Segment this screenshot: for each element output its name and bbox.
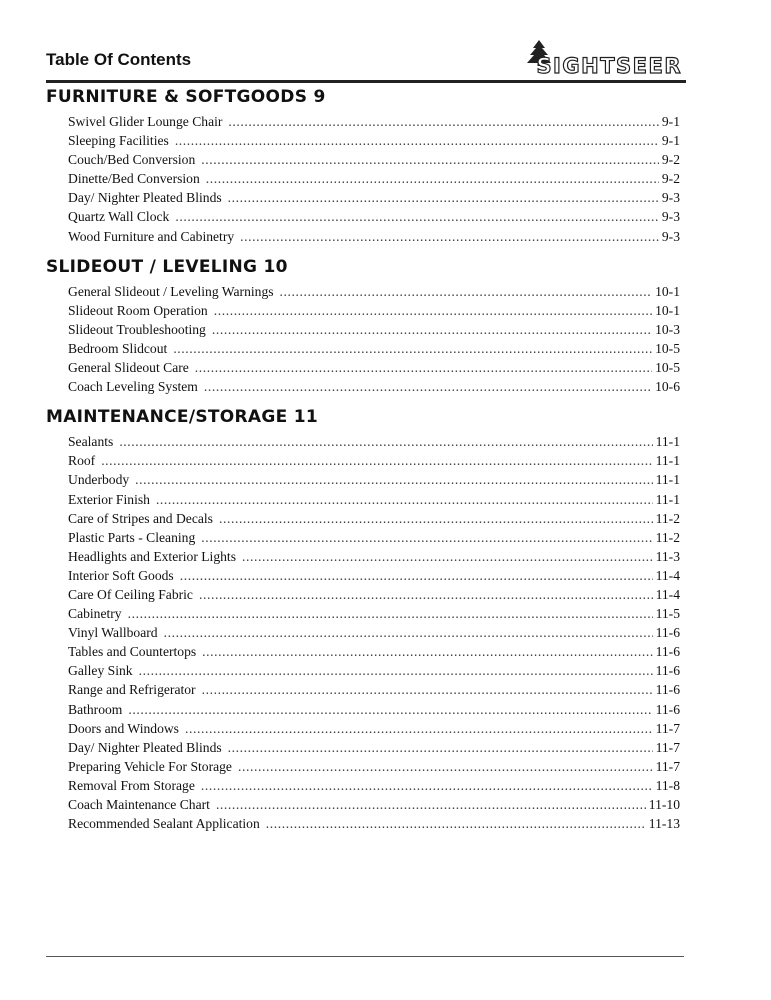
toc-entry <box>68 358 680 377</box>
toc-entry-page-number: 11-10 <box>648 797 680 812</box>
page-title: Table Of Contents <box>46 50 192 69</box>
toc-entry-title: Couch/Bed Conversion <box>68 152 196 168</box>
dot-leader <box>238 757 653 776</box>
toc-entry-title: Galley Sink <box>68 663 133 679</box>
toc-entry-title: Cabinetry <box>68 606 122 622</box>
toc-entry-title: General Slideout Care <box>68 360 189 376</box>
header-divider <box>46 80 686 83</box>
toc-entry-title: Wood Furniture and Cabinetry <box>68 228 235 244</box>
toc-entry-title: Plastic Parts - Cleaning <box>68 529 196 545</box>
toc-entry <box>68 131 680 150</box>
toc-entry-page-number: 11-3 <box>655 548 680 564</box>
toc-section <box>46 256 680 397</box>
toc-entry <box>68 432 680 451</box>
toc-entry <box>68 150 680 169</box>
brand-logo <box>512 40 682 78</box>
toc-entry-title: Care Of Ceiling Fabric <box>68 586 193 602</box>
dot-leader <box>228 112 658 131</box>
section-heading: MAINTENANCE/STORAGE 11 <box>46 407 319 428</box>
toc-entry-title: Slideout Room Operation <box>68 302 208 318</box>
toc-entry <box>68 719 680 738</box>
dot-leader <box>280 282 653 301</box>
toc-entry <box>68 604 680 623</box>
dot-leader <box>195 358 652 377</box>
toc-entry-page-number: 11-6 <box>655 682 680 698</box>
toc-entry <box>68 680 680 699</box>
toc-entry-title: Day/ Nighter Pleated Blinds <box>68 190 222 206</box>
toc-entry <box>68 757 680 776</box>
toc-entry-page-number: 11-7 <box>655 739 680 755</box>
toc-entry-page-number: 9-1 <box>661 133 680 149</box>
toc-entry-title: Care of Stripes and Decals <box>68 510 213 526</box>
toc-entry-title: Dinette/Bed Conversion <box>68 171 200 187</box>
toc-entry <box>68 320 680 339</box>
toc-entry-list <box>68 282 680 397</box>
dot-leader <box>201 150 659 169</box>
toc-entry-title: Doors and Windows <box>68 720 179 736</box>
dot-leader <box>201 776 653 795</box>
toc-entry-title: Range and Refrigerator <box>68 682 196 698</box>
toc-entry-page-number: 9-1 <box>661 114 680 129</box>
toc-entry-page-number: 11-5 <box>655 606 680 622</box>
toc-entry <box>68 227 680 246</box>
toc-entry <box>68 738 680 757</box>
toc-entry-page-number: 11-2 <box>655 510 680 526</box>
toc-entry-page-number: 11-1 <box>655 491 680 507</box>
toc-entry-title: Removal From Storage <box>68 777 195 793</box>
toc-entry-title: Vinyl Wallboard <box>68 625 158 641</box>
dot-leader <box>202 642 652 661</box>
toc-entry-title: Day/ Nighter Pleated Blinds <box>68 739 222 755</box>
toc-entry <box>68 207 680 226</box>
toc-entry-page-number: 9-3 <box>661 209 680 225</box>
toc-entry-title: Slideout Troubleshooting <box>68 321 206 337</box>
toc-entry <box>68 642 680 661</box>
toc-entry-page-number: 11-2 <box>655 529 680 545</box>
toc-entry-page-number: 10-6 <box>655 379 680 395</box>
dot-leader <box>175 131 659 150</box>
dot-leader <box>185 719 653 738</box>
dot-leader <box>204 377 652 396</box>
dot-leader <box>175 207 659 226</box>
toc-entry-page-number: 11-6 <box>655 644 680 660</box>
toc-entry-title: General Slideout / Leveling Warnings <box>68 283 274 299</box>
toc-entry-page-number: 11-4 <box>655 586 680 602</box>
toc-entry-title: Quartz Wall Clock <box>68 209 170 225</box>
dot-leader <box>173 339 652 358</box>
toc-entry-page-number: 10-5 <box>655 360 680 376</box>
toc-entry-list <box>68 112 680 246</box>
dot-leader <box>128 700 652 719</box>
dot-leader <box>156 490 653 509</box>
toc-entry-title: Sleeping Facilities <box>68 133 169 149</box>
toc-entry-title: Swivel Glider Lounge Chair <box>68 114 223 129</box>
toc-entry <box>68 623 680 642</box>
toc-entry-title: Interior Soft Goods <box>68 567 174 583</box>
toc-entry <box>68 661 680 680</box>
dot-leader <box>216 795 646 814</box>
toc-entry-title: Headlights and Exterior Lights <box>68 548 236 564</box>
dot-leader <box>228 188 659 207</box>
toc-entry-page-number: 11-8 <box>655 777 680 793</box>
toc-entry-title: Underbody <box>68 472 130 488</box>
toc-entry-page-number: 10-1 <box>655 283 680 299</box>
toc-entry-title: Preparing Vehicle For Storage <box>68 758 232 774</box>
toc-entry <box>68 528 680 547</box>
toc-entry-page-number: 11-6 <box>655 625 680 641</box>
toc-entry-title: Roof <box>68 453 96 469</box>
toc-entry-title: Sealants <box>68 434 114 450</box>
dot-leader <box>202 680 653 699</box>
toc-entry <box>68 169 680 188</box>
dot-leader <box>199 585 653 604</box>
dot-leader <box>164 623 653 642</box>
toc-entry <box>68 585 680 604</box>
toc-entry-title: Coach Leveling System <box>68 379 198 395</box>
toc-entry <box>68 188 680 207</box>
dot-leader <box>128 604 653 623</box>
toc-entry <box>68 795 680 814</box>
toc-entry <box>68 377 680 396</box>
toc-entry-page-number: 11-7 <box>655 758 680 774</box>
toc-entry-page-number: 11-1 <box>655 453 680 469</box>
page-header <box>46 40 686 82</box>
dot-leader <box>135 470 652 489</box>
dot-leader <box>228 738 653 757</box>
toc-entry-title: Tables and Countertops <box>68 644 197 660</box>
toc-entry-page-number: 11-4 <box>655 567 680 583</box>
dot-leader <box>101 451 652 470</box>
dot-leader <box>214 301 652 320</box>
toc-entry-title: Recommended Sealant Application <box>68 816 260 832</box>
toc-entry <box>68 339 680 358</box>
dot-leader <box>139 661 653 680</box>
toc-entry-page-number: 9-2 <box>661 152 680 168</box>
dot-leader <box>266 814 646 833</box>
dot-leader <box>119 432 652 451</box>
toc-entry-title: Bedroom Slidcout <box>68 340 168 356</box>
toc-entry-page-number: 10-5 <box>655 340 680 356</box>
toc-entry <box>68 776 680 795</box>
toc-entry-title: Coach Maintenance Chart <box>68 797 210 812</box>
dot-leader <box>201 528 652 547</box>
toc-entry-page-number: 9-3 <box>661 228 680 244</box>
toc-entry-page-number: 9-3 <box>661 190 680 206</box>
toc-entry <box>68 700 680 719</box>
toc-entry-title: Exterior Finish <box>68 491 150 507</box>
logo-text: SIGHTSEER <box>536 54 682 78</box>
section-heading: FURNITURE & SOFTGOODS 9 <box>46 87 326 107</box>
dot-leader <box>206 169 659 188</box>
toc-entry <box>68 470 680 489</box>
toc-entry <box>68 814 680 833</box>
toc-entry-page-number: 11-13 <box>648 816 680 832</box>
dot-leader <box>219 509 653 528</box>
toc-entry <box>68 112 680 131</box>
toc-entry-page-number: 9-2 <box>661 171 680 187</box>
toc-entry <box>68 282 680 301</box>
toc-entry-title: Bathroom <box>68 701 123 717</box>
section-heading: SLIDEOUT / LEVELING 10 <box>46 256 288 277</box>
toc-entry <box>68 451 680 470</box>
toc-entry <box>68 509 680 528</box>
dot-leader <box>180 566 653 585</box>
toc-entry-page-number: 10-1 <box>655 302 680 318</box>
toc-entry <box>68 566 680 585</box>
toc-section <box>46 86 680 246</box>
table-of-contents <box>46 86 680 843</box>
toc-entry-page-number: 11-1 <box>655 434 680 450</box>
toc-section <box>46 406 680 833</box>
dot-leader <box>242 547 653 566</box>
toc-entry <box>68 490 680 509</box>
toc-entry-page-number: 11-6 <box>655 663 680 679</box>
toc-entry <box>68 547 680 566</box>
dot-leader <box>212 320 652 339</box>
toc-entry <box>68 301 680 320</box>
toc-entry-page-number: 10-3 <box>655 321 680 337</box>
toc-entry-page-number: 11-6 <box>655 701 680 717</box>
toc-entry-page-number: 11-7 <box>655 720 680 736</box>
footer-divider <box>46 956 684 957</box>
toc-entry-list <box>68 432 680 833</box>
dot-leader <box>240 227 659 246</box>
toc-entry-page-number: 11-1 <box>655 472 680 488</box>
